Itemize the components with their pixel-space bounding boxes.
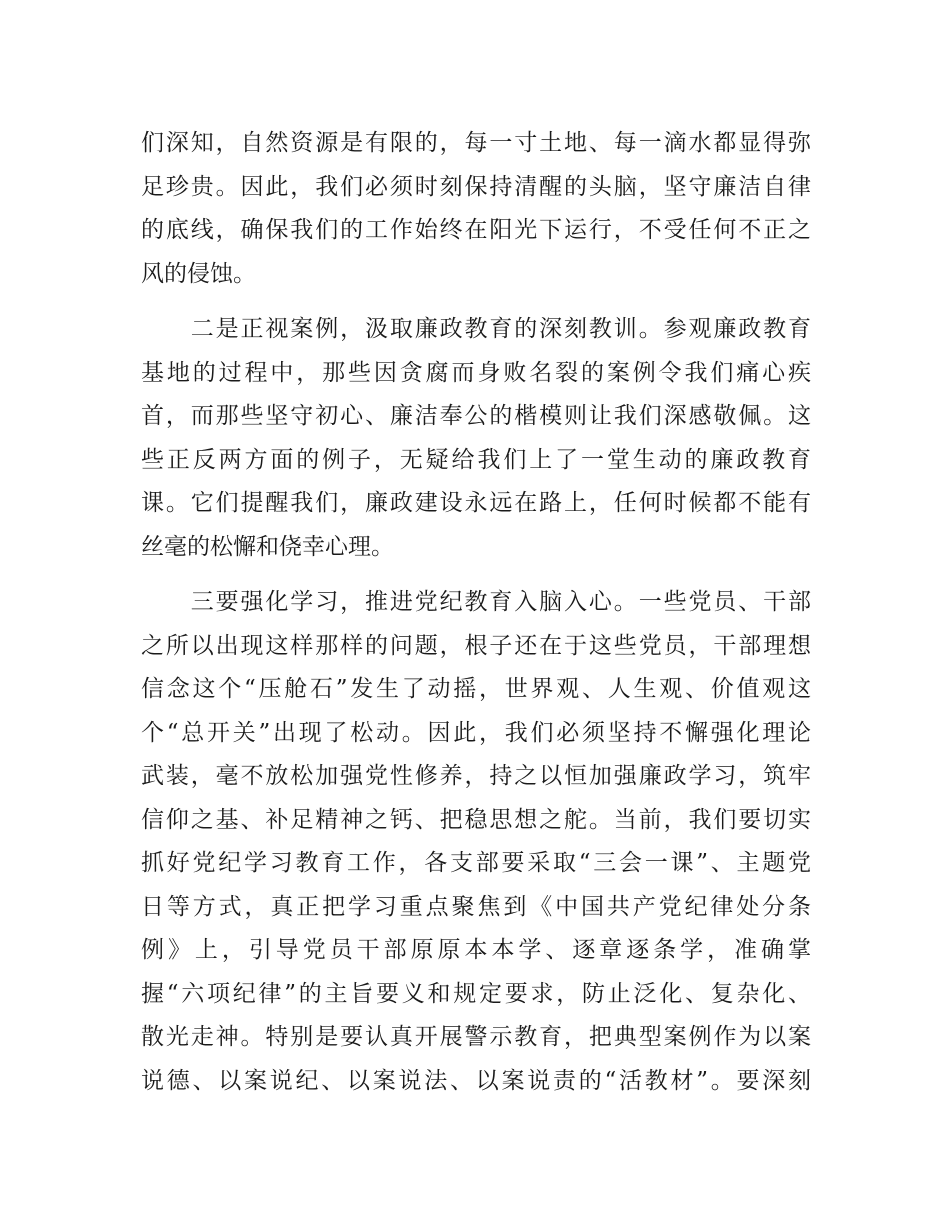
text-line: 课。它们提醒我们，廉政建设永远在路上，任何时候都不能有 [141, 490, 811, 516]
text-line: 三要强化学习，推进党纪教育入脑入心。一些党员、干部 [141, 589, 811, 615]
text-line: 基地的过程中，那些因贪腐而身败名裂的案例令我们痛心疾 [141, 359, 811, 386]
text-line: 武装，毫不放松加强党性修养，持之以恒加强廉政学习，筑牢 [141, 763, 811, 789]
text-line: 首，而那些坚守初心、廉洁奉公的楷模则让我们深感敬佩。这 [141, 403, 811, 429]
text-line: 二是正视案例，汲取廉政教育的深刻教训。参观廉政教育 [141, 316, 811, 342]
text-line: 散光走神。特别是要认真开展警示教育，把典型案例作为以案 [141, 1024, 811, 1050]
text-line: 例》上，引导党员干部原原本本学、逐章逐条学，准确掌 [141, 937, 811, 963]
text-line: 的底线，确保我们的工作始终在阳光下运行，不受任何不正之 [141, 217, 811, 243]
text-line: 信仰之基、补足精神之钙、把稳思想之舵。当前，我们要切实 [141, 806, 811, 833]
text-line: 抓好党纪学习教育工作，各支部要采取“三会一课”、主题党 [141, 850, 811, 876]
paragraph-strengthen-learning [141, 581, 811, 1103]
text-line: 日等方式，真正把学习重点聚焦到《中国共产党纪律处分条 [141, 893, 811, 920]
text-line: 之所以出现这样那样的问题，根子还在于这些党员，干部理想 [141, 632, 811, 659]
paragraph-natural-resources [141, 122, 811, 296]
text-line: 个“总开关”出现了松动。因此，我们必须坚持不懈强化理论 [141, 719, 811, 746]
text-line: 丝毫的松懈和侥幸心理。 [141, 533, 394, 560]
text-line: 些正反两方面的例子，无疑给我们上了一堂生动的廉政教育 [141, 446, 811, 473]
paragraph-face-cases [141, 308, 811, 569]
text-line: 们深知，自然资源是有限的，每一寸土地、每一滴水都显得弥 [141, 130, 811, 156]
text-line: 信念这个“压舱石”发生了动摇，世界观、人生观、价值观这 [141, 676, 811, 702]
text-line: 足珍贵。因此，我们必须时刻保持清醒的头脑，坚守廉洁自律 [141, 173, 811, 200]
text-line: 风的侵蚀。 [141, 260, 256, 287]
text-line: 说德、以案说纪、以案说法、以案说责的“活教材”。要深刻 [141, 1067, 811, 1094]
document-body [141, 122, 811, 1103]
text-line: 握“六项纪律”的主旨要义和规定要求，防止泛化、复杂化、 [141, 980, 811, 1007]
